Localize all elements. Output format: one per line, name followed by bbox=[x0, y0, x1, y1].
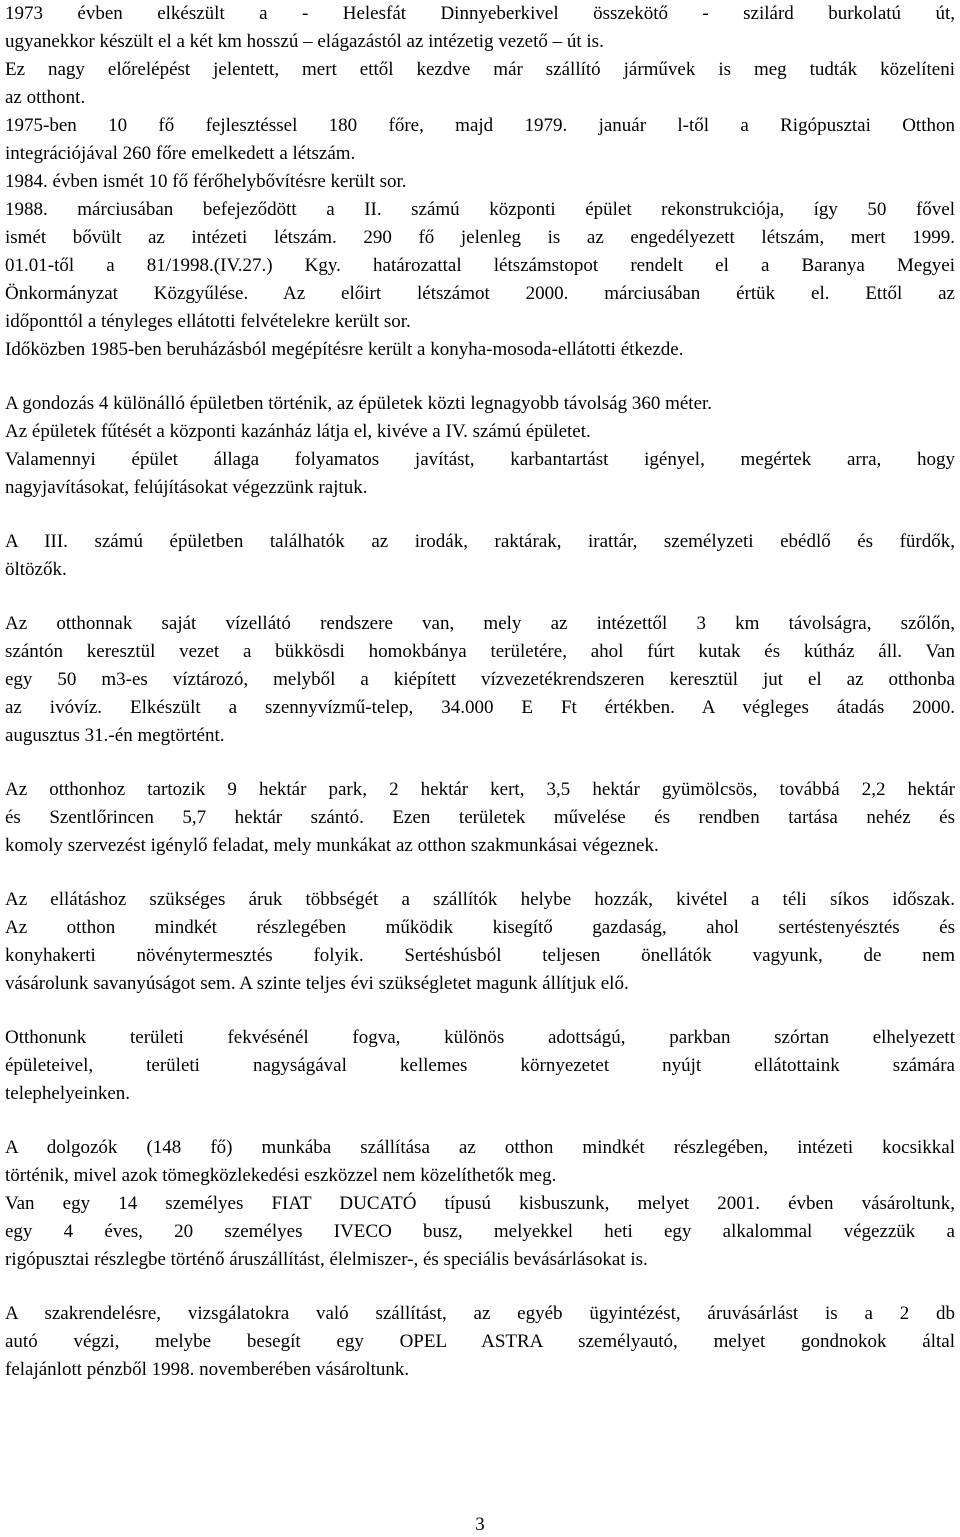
text-line: az otthont. bbox=[5, 87, 86, 108]
text-line: Az otthon mindkét részlegében működik kisegítő gazdaság, ahol sertéstenyésztés és bbox=[5, 917, 955, 938]
text-line: és Szentlőrincen 5,7 hektár szántó. Ezen területek művelése és rendben tartása nehéz és bbox=[5, 807, 955, 828]
paragraph-gap bbox=[5, 750, 955, 776]
text-line: Valamennyi épület állaga folyamatos javítást, karbantartást igényel, megértek arra, hogy bbox=[5, 449, 955, 470]
paragraph bbox=[5, 390, 955, 502]
text-line: időponttól a tényleges ellátotti felvételekre került sor. bbox=[5, 311, 411, 332]
text-line: augusztus 31.-én megtörtént. bbox=[5, 725, 225, 746]
text-line: egy 50 m3-es víztározó, melyből a kiépített vízvezetékrendszeren keresztül jut el az otthonba bbox=[5, 669, 955, 690]
paragraph-gap bbox=[5, 1274, 955, 1300]
text-line: autó végzi, melybe besegít egy OPEL ASTRA személyautó, melyet gondnokok által bbox=[5, 1331, 955, 1352]
text-line: Otthonunk területi fekvésénél fogva, különös adottságú, parkban szórtan elhelyezett bbox=[5, 1027, 955, 1048]
text-line: nagyjavításokat, felújításokat végezzünk rajtuk. bbox=[5, 477, 368, 498]
text-line: Az ellátáshoz szükséges áruk többségét a szállítók helybe hozzák, kivétel a téli síkos időszak. bbox=[5, 889, 955, 910]
text-line: Van egy 14 személyes FIAT DUCATÓ típusú kisbuszunk, melyet 2001. évben vásároltunk, bbox=[5, 1193, 955, 1214]
paragraph bbox=[5, 528, 955, 584]
text-line: konyhakerti növénytermesztés folyik. Sertéshúsból teljesen önellátók vagyunk, de nem bbox=[5, 945, 955, 966]
text-line: az ivóvíz. Elkészült a szennyvízmű-telep, 34.000 E Ft értékben. A végleges átadás 2000. bbox=[5, 697, 955, 718]
text-line: komoly szervezést igénylő feladat, mely munkákat az otthon szakmunkásai végeznek. bbox=[5, 835, 659, 856]
document-body bbox=[5, 0, 955, 1384]
paragraph-gap bbox=[5, 1108, 955, 1134]
text-line: öltözők. bbox=[5, 559, 67, 580]
text-line: ugyanekkor készült el a két km hosszú – elágazástól az intézetig vezető – út is. bbox=[5, 31, 604, 52]
text-line: Az otthonnak saját vízellátó rendszere van, mely az intézettől 3 km távolságra, szőlőn, bbox=[5, 613, 955, 634]
text-line: történik, mivel azok tömegközlekedési eszközzel nem közelíthetők meg. bbox=[5, 1165, 557, 1186]
paragraph-gap bbox=[5, 584, 955, 610]
paragraph bbox=[5, 1024, 955, 1108]
paragraph bbox=[5, 610, 955, 750]
paragraph-gap bbox=[5, 998, 955, 1024]
text-line: Az otthonhoz tartozik 9 hektár park, 2 hektár kert, 3,5 hektár gyümölcsös, továbbá 2,2 hektár bbox=[5, 779, 955, 800]
paragraph bbox=[5, 1134, 955, 1274]
text-line: épületeivel, területi nagyságával kellemes környezetet nyújt ellátottaink számára bbox=[5, 1055, 955, 1076]
text-line: szántón keresztül vezet a bükkösdi homokbánya területére, ahol fúrt kutak és kútház áll. Van bbox=[5, 641, 955, 662]
text-line: felajánlott pénzből 1998. novemberében vásároltunk. bbox=[5, 1359, 410, 1380]
paragraph-gap bbox=[5, 502, 955, 528]
document-page bbox=[5, 0, 955, 1384]
text-line: 1975-ben 10 fő fejlesztéssel 180 főre, majd 1979. január l-től a Rigópusztai Otthon bbox=[5, 115, 955, 136]
text-line: telephelyeinken. bbox=[5, 1083, 131, 1104]
text-line: 1984. évben ismét 10 fő férőhelybővítésre került sor. bbox=[5, 171, 407, 192]
paragraph bbox=[5, 776, 955, 860]
paragraph-gap bbox=[5, 364, 955, 390]
text-line: rigópusztai részlegbe történő áruszállítást, élelmiszer-, és speciális bevásárlásokat is. bbox=[5, 1249, 648, 1270]
text-line: Az épületek fűtését a központi kazánház látja el, kivéve a IV. számú épületet. bbox=[5, 421, 591, 442]
text-line: ismét bővült az intézeti létszám. 290 fő jelenleg is az engedélyezett létszám, mert 1999. bbox=[5, 227, 955, 248]
text-line: integrációjával 260 főre emelkedett a létszám. bbox=[5, 143, 356, 164]
text-line: 1973 évben elkészült a - Helesfát Dinnyeberkivel összekötő - szilárd burkolatú út, bbox=[5, 3, 955, 24]
text-line: Önkormányzat Közgyűlése. Az előirt létszámot 2000. márciusában értük el. Ettől az bbox=[5, 283, 955, 304]
text-line: A szakrendelésre, vizsgálatokra való szállítást, az egyéb ügyintézést, áruvásárlást is a 2 db bbox=[5, 1303, 955, 1324]
paragraph bbox=[5, 0, 955, 364]
text-line: A dolgozók (148 fő) munkába szállítása az otthon mindkét részlegében, intézeti kocsikkal bbox=[5, 1137, 955, 1158]
paragraph bbox=[5, 886, 955, 998]
text-line: Ez nagy előrelépést jelentett, mert ettől kezdve már szállító járművek is meg tudták közelíteni bbox=[5, 59, 955, 80]
paragraph-gap bbox=[5, 860, 955, 886]
text-line: vásárolunk savanyúságot sem. A szinte teljes évi szükségletet magunk állítjuk elő. bbox=[5, 973, 629, 994]
paragraph bbox=[5, 1300, 955, 1384]
text-line: A III. számú épületben találhatók az irodák, raktárak, irattár, személyzeti ebédlő és fürdők, bbox=[5, 531, 955, 552]
text-line: 1988. márciusában befejeződött a II. számú központi épület rekonstrukciója, így 50 fővel bbox=[5, 199, 955, 220]
text-line: A gondozás 4 különálló épületben történik, az épületek közti legnagyobb távolság 360 méter. bbox=[5, 393, 713, 414]
page-number: 3 bbox=[475, 1514, 485, 1535]
text-line: egy 4 éves, 20 személyes IVECO busz, melyekkel heti egy alkalommal végezzük a bbox=[5, 1221, 955, 1242]
text-line: Időközben 1985-ben beruházásból megépítésre került a konyha-mosoda-ellátotti étkezde. bbox=[5, 339, 684, 360]
text-line: 01.01-től a 81/1998.(IV.27.) Kgy. határozattal létszámstopot rendelt el a Baranya Megyei bbox=[5, 255, 955, 276]
